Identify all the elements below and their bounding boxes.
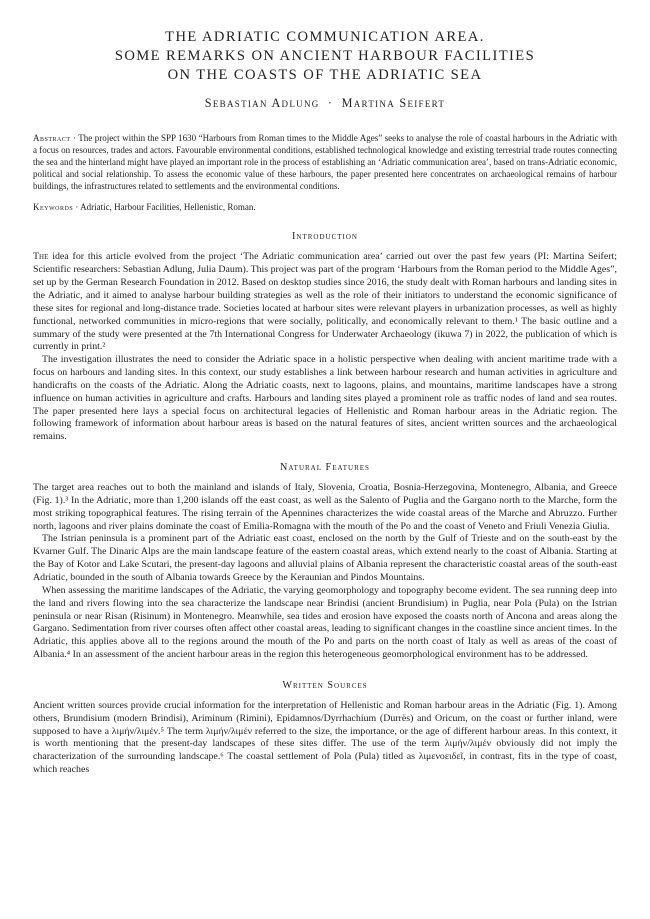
- abstract-text: · The project within the SPP 1630 “Harbours from Roman times to the Middle Ages” seeks to analyse the role of coastal harbours in the Adriatic with a focus on resources, trades and actors. Favourable environmental conditions, established technological knowledge and existing terrestrial trade routes connecting the sea and the hinterland might have played an important role in the process of establishing an ‘Adriatic communication area’, based on trans-Adriatic economic, political and social relationship. To assess the economic value of these harbours, the paper presented here concentrates on archaeological remains of harbour buildings, the infrastructures related to settlements and the environmental conditions.: [33, 133, 618, 191]
- author-line: [33, 96, 617, 111]
- keywords: [33, 202, 617, 214]
- section-heading-natural-features: Natural Features: [280, 462, 370, 474]
- title-line-2: SOME REMARKS ON ANCIENT HARBOUR FACILITIES: [114, 48, 536, 64]
- written-sources-paragraph-1: Ancient written sources provide crucial information for the interpretation of Hellenistic and Roman harbour areas in the Adriatic (Fig. 1). Among others, Brundisium (modern Brindisi), Ariminum (Rimini), Epidamnos/Dyrrhachium (Durrës) and Oricum, on the coast or further inland, were supposed to have a λιμήν/λιμέν.⁵ The term λιμήν/λιμέν referred to the size, the importance, or the age of different harbour areas. In this context, it is worth mentioning that the present-day landscapes of these sites differ. The use of the term λιμήν/λιμέν obviously did not imply the characterization of the surrounding landscape.⁶ The coastal settlement of Pola (Pula) titled as λιμενοειδεῖ, in contrast, fits in the type of coast, which reaches: [33, 699, 617, 776]
- introduction-paragraph-2: The investigation illustrates the need to consider the Adriatic space in a holistic perspective when dealing with ancient maritime trade with a focus on harbours and landing sites. In this context, our study establishes a link between harbour research and human activities in agriculture and handicrafts on the coasts of the Adriatic. Along the Adriatic coasts, next to lagoons, plains, and mountains, maritime landscapes have a strong influence on human activities in agriculture and crafts. Harbours and landing sites played a prominent role as traffic nodes of land and sea routes. The paper presented here lays a special focus on architectural legacies of Hellenistic and Roman harbour areas in the Adriatic region. The following framework of information about harbour areas is based on the natural features of sites, ancient written sources and the archaeological remains.: [33, 354, 617, 443]
- author-adlung: Sebastian Adlung: [204, 96, 320, 110]
- section-heading-introduction: Introduction: [292, 231, 358, 243]
- natural-features-paragraph-2: The Istrian peninsula is a prominent part of the Adriatic east coast, enclosed on the north by the Gulf of Trieste and on the south-east by the Kvarner Gulf. The Dinaric Alps are the main landscape feature of the eastern coastal areas, which extend nearly to the coast of Albania. Starting at the Bay of Kotor and Lake Scutari, the present-day lagoons and alluvial plains of Albania represent the characteristic coastal areas of the south-east Adriatic, bounded in the south of Albania towards Greece by the Keraunian and Pindos Mountains.: [33, 533, 617, 583]
- introduction-lead-word: The: [33, 251, 49, 263]
- natural-features-paragraph-1: The target area reaches out to both the mainland and islands of Italy, Slovenia, Croatia, Bosnia-Herzegovina, Montenegro, Albania, and Greece (Fig. 1).³ In the Adriatic, more than 1,200 islands off the east coast, as well as the Salento of Puglia and the Gargano north to the Marche, form the most striking topographical features. The rising terrain of the Apennines characterizes the wide coastal areas of the Marche and Abruzzo. Further north, lagoons and river plains dominate the coast of Emilia-Romagna with the mouth of the Po and the coast of Veneto and Friuli Venezia Giulia.: [33, 482, 617, 532]
- introduction-paragraph-1-text: idea for this article evolved from the project ‘The Adriatic communication area’ carried out over the past few years (PI: Martina Seifert; Scientific researchers: Sebastian Adlung, Julia Daum). This project was part of the program ‘Harbours from the Roman period to the Middle Ages”, set up by the German Research Foundation in 2012. Based on desktop studies since 2016, the study dealt with Roman harbours and landing sites in the Adriatic, and it aimed to analyse harbour building strategies as well as the role of their initiators to understand the economic significance of these sites for regional and long-distance trade. Societies located at harbour sites were relevant players in urbanization processes, as well as highly functional, networked communities in micro-regions that were socially, politically, and economically relevant to them.¹ The basic outline and a summary of the study were presented at the 7th International Congress for Underwater Archaeology (ikuwa 7) in 2022, the publication of which is currently in print.²: [33, 251, 618, 353]
- introduction-paragraph-1: [33, 251, 617, 354]
- keywords-label: Keywords: [33, 201, 74, 212]
- natural-features-paragraph-3: When assessing the maritime landscapes of the Adriatic, the varying geomorphology and topography become evident. The sea running deep into the land and rivers flowing into the sea characterize the landscape near Brindisi (ancient Brundisium) in Puglia, near Pola (Pula) on the Istrian peninsula or near Risan (Risinum) in Montenegro. Meanwhile, sea tides and erosion have exposed the coasts north of Ancona and areas along the Gargano. Sedimentation from river courses often affect other coastal areas, leading to significant changes in the coastline since ancient times. In the Adriatic, this applies above all to the regions around the mouth of the Po and parts on the north coast of Italy as well as areas of the coast of Albania.⁴ In an assessment of the ancient harbour areas in the region this heterogeneous geomorphological environment has to be addressed.: [33, 584, 617, 661]
- paper-title: [33, 28, 617, 85]
- abstract: [33, 133, 617, 193]
- title-line-3: ON THE COASTS OF THE ADRIATIC SEA: [167, 67, 483, 83]
- title-line-1: THE ADRIATIC COMMUNICATION AREA.: [165, 29, 485, 45]
- keywords-text: · Adriatic, Harbour Facilities, Hellenistic, Roman.: [75, 201, 256, 212]
- author-seifert: Martina Seifert: [341, 96, 446, 110]
- paper-body: [33, 231, 617, 777]
- abstract-label: Abstract: [33, 133, 71, 143]
- section-heading-written-sources: Written Sources: [282, 679, 368, 691]
- author-separator: ·: [327, 96, 334, 110]
